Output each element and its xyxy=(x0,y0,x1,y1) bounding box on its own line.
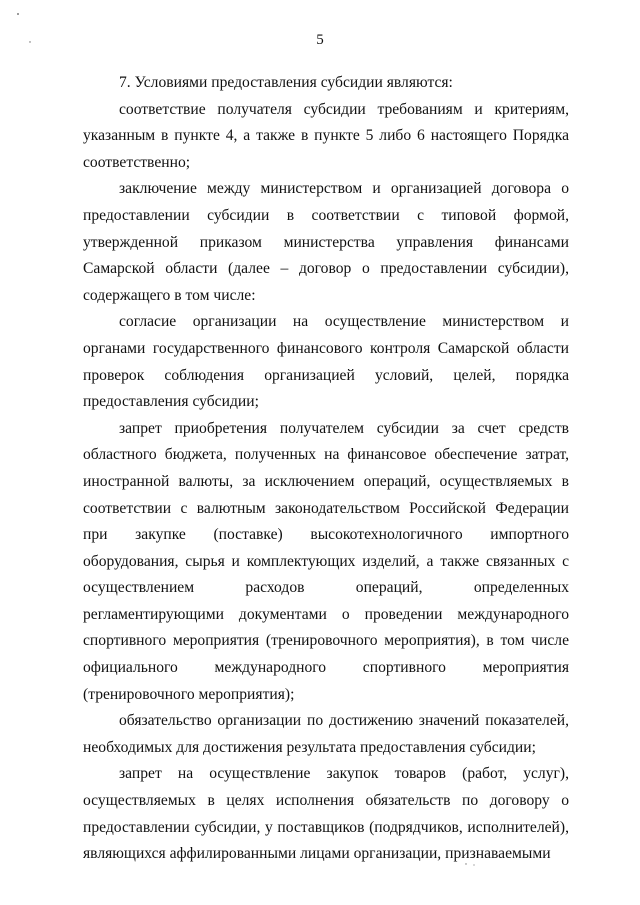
paragraph-currency-ban: запрет приобретения получателем субсидии за счет средств областного бюджета, полученных на финансовое обеспечение затрат, иностранной валюты, за исключением операций, осуществляемых в соответствии с валютным законодательством Российской Федерации при закупке (поставке) высокотехнологичного импортного оборудования, сырья и комплектующих изделий, а также связанных с осуществлением расходов операций, определенных регламентирующими документами о проведении международного спортивного мероприятия (тренировочного мероприятия), в том числе официального международного спортивного мероприятия (тренировочного мероприятия); xyxy=(83,419,569,703)
paragraph-obligation: обязательство организации по достижению значений показателей, необходимых для достижения результата предоставления субсидии; xyxy=(83,712,569,756)
paragraph-compliance: соответствие получателя субсидии требованиям и критериям, указанным в пункте 4, а также в пункте 5 либо 6 настоящего Порядка соответственно; xyxy=(83,100,569,171)
document-body xyxy=(83,70,569,868)
paragraph-consent: согласие организации на осуществление министерством и органами государственного финансового контроля Самарской области проверок соблюдения организацией условий, целей, порядка предоставления субсидии; xyxy=(83,313,569,411)
paragraph-procurement-ban: запрет на осуществление закупок товаров (работ, услуг), осуществляемых в целях исполнения обязательств по договору о предоставлении субсидии, у поставщиков (подрядчиков, исполнителей), являющихся аффилированными лицами организации, признаваемыми xyxy=(83,765,569,863)
paragraph-agreement: заключение между министерством и организацией договора о предоставлении субсидии в соответствии с типовой формой, утвержденной приказом министерства управления финансами Самарской области (далее – договор о предоставлении субсидии), содержащего в том числе: xyxy=(83,180,569,304)
page-number: 5 xyxy=(316,32,324,48)
scan-speck xyxy=(17,13,19,15)
paragraph-conditions-heading: 7. Условиями предоставления субсидии являются: xyxy=(119,74,453,91)
